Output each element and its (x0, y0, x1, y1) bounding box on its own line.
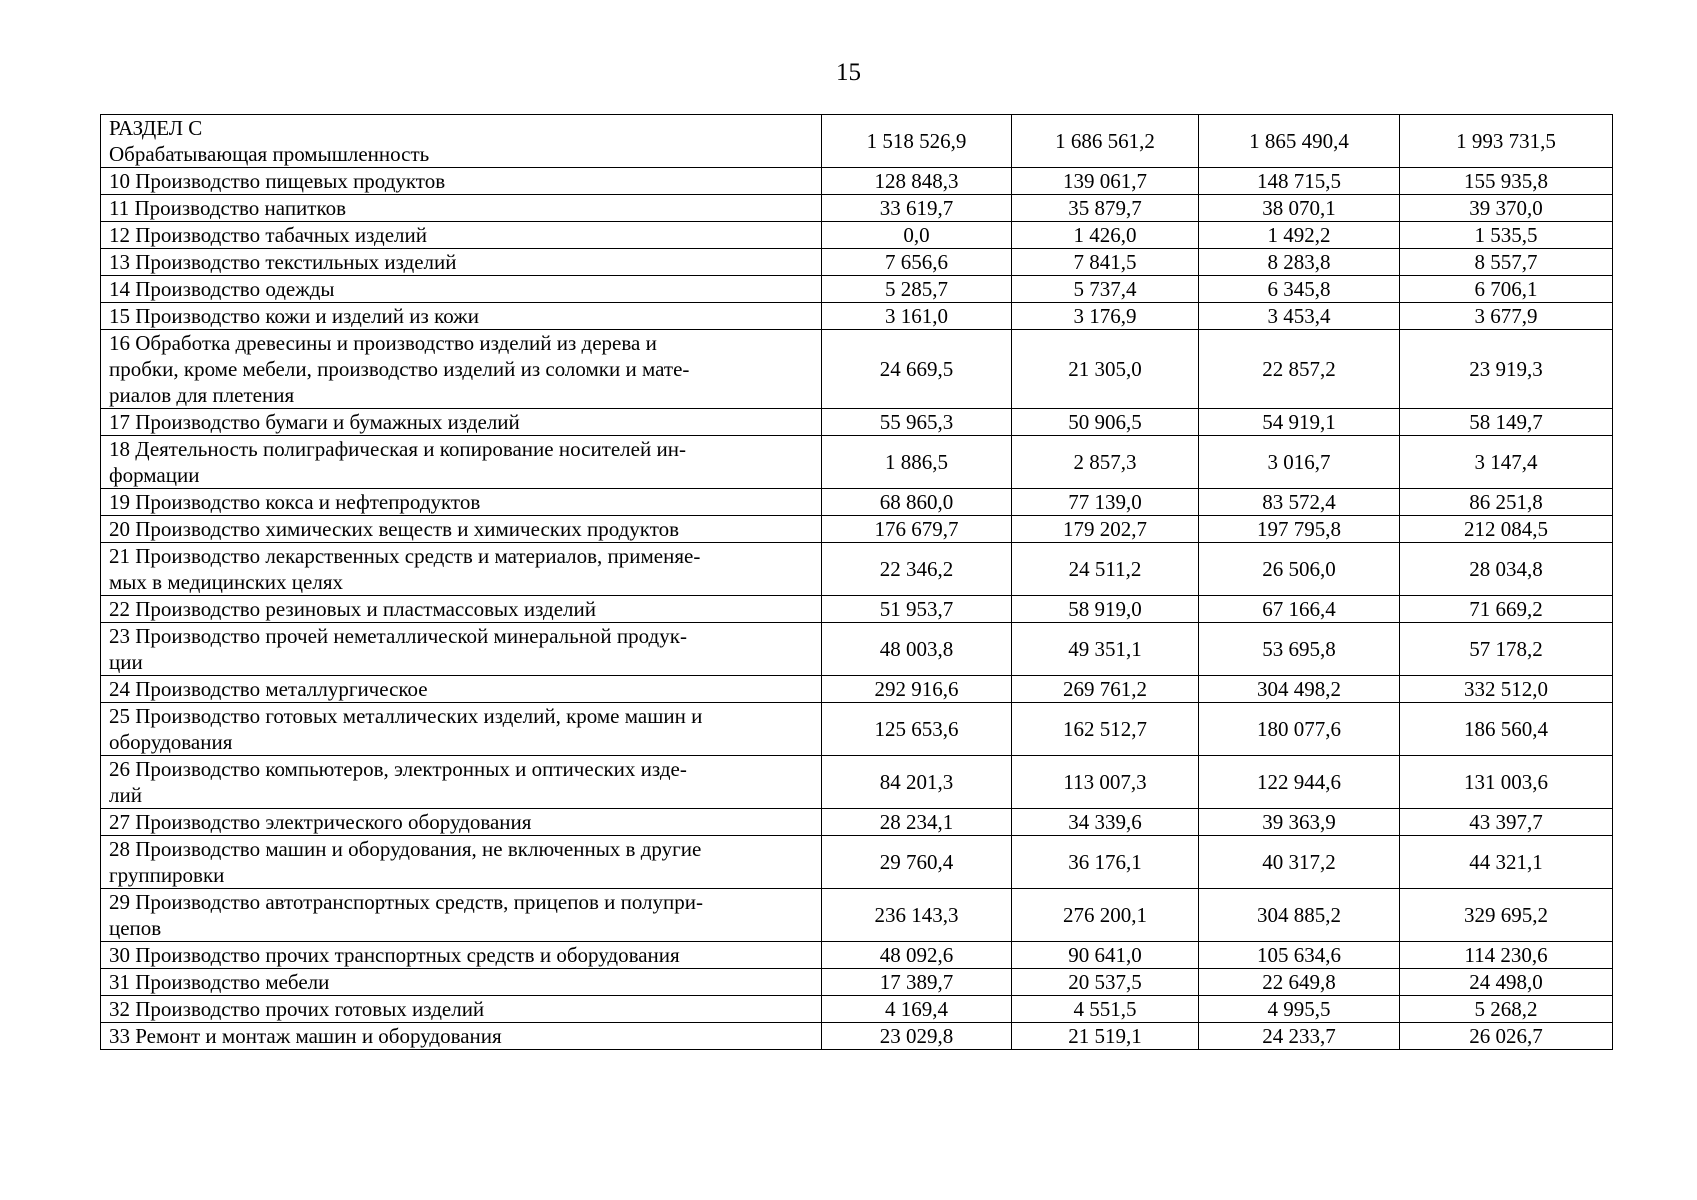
industry-name-line: мых в медицинских целях (109, 570, 343, 594)
value-cell: 114 230,6 (1400, 942, 1613, 969)
value-cell: 90 641,0 (1012, 942, 1199, 969)
industry-name-line: 28 Производство машин и оборудования, не включенных в другие (109, 837, 702, 861)
value-cell: 332 512,0 (1400, 676, 1613, 703)
value-cell: 276 200,1 (1012, 889, 1199, 942)
table-row (101, 115, 1613, 168)
table-row (101, 249, 1613, 276)
industry-name-line: 32 Производство прочих готовых изделий (109, 997, 485, 1021)
value-cell: 67 166,4 (1199, 596, 1400, 623)
value-cell: 49 351,1 (1012, 623, 1199, 676)
industry-name-cell (101, 249, 822, 276)
value-cell: 1 686 561,2 (1012, 115, 1199, 168)
industry-name-cell (101, 889, 822, 942)
industry-name-cell (101, 276, 822, 303)
value-cell: 155 935,8 (1400, 168, 1613, 195)
value-cell: 3 161,0 (822, 303, 1012, 330)
industry-name-line: 24 Производство металлургическое (109, 677, 428, 701)
table-row (101, 969, 1613, 996)
value-cell: 3 016,7 (1199, 436, 1400, 489)
table-row (101, 836, 1613, 889)
value-cell: 83 572,4 (1199, 489, 1400, 516)
industry-name-line: 19 Производство кокса и нефтепродуктов (109, 490, 481, 514)
value-cell: 113 007,3 (1012, 756, 1199, 809)
industry-name-cell (101, 942, 822, 969)
value-cell: 125 653,6 (822, 703, 1012, 756)
industry-name-line: 22 Производство резиновых и пластмассовых изделий (109, 597, 596, 621)
value-cell: 20 537,5 (1012, 969, 1199, 996)
industry-name-line: 20 Производство химических веществ и химических продуктов (109, 517, 680, 541)
value-cell: 24 233,7 (1199, 1023, 1400, 1050)
industry-name-line: 10 Производство пищевых продуктов (109, 169, 446, 193)
value-cell: 38 070,1 (1199, 195, 1400, 222)
table-row (101, 676, 1613, 703)
value-cell: 131 003,6 (1400, 756, 1613, 809)
value-cell: 22 857,2 (1199, 330, 1400, 409)
value-cell: 1 865 490,4 (1199, 115, 1400, 168)
industry-name-line: 13 Производство текстильных изделий (109, 250, 457, 274)
industry-name-cell (101, 996, 822, 1023)
industry-name-line: пробки, кроме мебели, производство изделий из соломки и мате- (109, 357, 690, 381)
value-cell: 24 669,5 (822, 330, 1012, 409)
value-cell: 50 906,5 (1012, 409, 1199, 436)
industry-name-cell (101, 516, 822, 543)
industry-name-cell (101, 543, 822, 596)
value-cell: 3 147,4 (1400, 436, 1613, 489)
value-cell: 5 285,7 (822, 276, 1012, 303)
industry-production-table (100, 114, 1613, 1050)
industry-name-line: 16 Обработка древесины и производство изделий из дерева и (109, 331, 657, 355)
table-row (101, 168, 1613, 195)
table-row (101, 330, 1613, 409)
industry-name-line: 15 Производство кожи и изделий из кожи (109, 304, 479, 328)
industry-name-cell (101, 623, 822, 676)
value-cell: 57 178,2 (1400, 623, 1613, 676)
table-row (101, 195, 1613, 222)
industry-name-line: 14 Производство одежды (109, 277, 335, 301)
industry-name-line: 12 Производство табачных изделий (109, 223, 428, 247)
industry-name-cell (101, 436, 822, 489)
value-cell: 36 176,1 (1012, 836, 1199, 889)
value-cell: 212 084,5 (1400, 516, 1613, 543)
value-cell: 21 305,0 (1012, 330, 1199, 409)
value-cell: 329 695,2 (1400, 889, 1613, 942)
table-row (101, 1023, 1613, 1050)
industry-name-cell (101, 330, 822, 409)
industry-name-line: РАЗДЕЛ С (109, 116, 203, 140)
industry-name-line: 27 Производство электрического оборудования (109, 810, 532, 834)
value-cell: 39 363,9 (1199, 809, 1400, 836)
value-cell: 148 715,5 (1199, 168, 1400, 195)
table-row (101, 516, 1613, 543)
value-cell: 292 916,6 (822, 676, 1012, 703)
industry-name-line: 33 Ремонт и монтаж машин и оборудования (109, 1024, 502, 1048)
industry-name-cell (101, 676, 822, 703)
value-cell: 23 029,8 (822, 1023, 1012, 1050)
industry-name-line: ции (109, 650, 143, 674)
value-cell: 5 268,2 (1400, 996, 1613, 1023)
table-row (101, 996, 1613, 1023)
value-cell: 77 139,0 (1012, 489, 1199, 516)
value-cell: 8 557,7 (1400, 249, 1613, 276)
industry-name-line: лий (109, 783, 142, 807)
industry-name-line: Обрабатывающая промышленность (109, 142, 430, 166)
value-cell: 180 077,6 (1199, 703, 1400, 756)
value-cell: 7 656,6 (822, 249, 1012, 276)
industry-name-line: 25 Производство готовых металлических изделий, кроме машин и (109, 704, 703, 728)
value-cell: 1 492,2 (1199, 222, 1400, 249)
industry-name-line: оборудования (109, 730, 233, 754)
table-row (101, 276, 1613, 303)
value-cell: 269 761,2 (1012, 676, 1199, 703)
value-cell: 1 993 731,5 (1400, 115, 1613, 168)
value-cell: 139 061,7 (1012, 168, 1199, 195)
value-cell: 0,0 (822, 222, 1012, 249)
page-number: 15 (836, 59, 861, 86)
table-row (101, 942, 1613, 969)
value-cell: 58 149,7 (1400, 409, 1613, 436)
industry-name-line: 17 Производство бумаги и бумажных изделий (109, 410, 520, 434)
value-cell: 2 857,3 (1012, 436, 1199, 489)
value-cell: 40 317,2 (1199, 836, 1400, 889)
value-cell: 1 535,5 (1400, 222, 1613, 249)
value-cell: 54 919,1 (1199, 409, 1400, 436)
value-cell: 122 944,6 (1199, 756, 1400, 809)
industry-name-cell (101, 489, 822, 516)
value-cell: 48 092,6 (822, 942, 1012, 969)
value-cell: 1 426,0 (1012, 222, 1199, 249)
value-cell: 26 506,0 (1199, 543, 1400, 596)
value-cell: 68 860,0 (822, 489, 1012, 516)
value-cell: 176 679,7 (822, 516, 1012, 543)
value-cell: 105 634,6 (1199, 942, 1400, 969)
table-row (101, 809, 1613, 836)
value-cell: 5 737,4 (1012, 276, 1199, 303)
industry-name-line: 18 Деятельность полиграфическая и копирование носителей ин- (109, 437, 686, 461)
table-row (101, 756, 1613, 809)
table-row (101, 409, 1613, 436)
value-cell: 22 346,2 (822, 543, 1012, 596)
industry-name-line: 21 Производство лекарственных средств и материалов, применяе- (109, 544, 701, 568)
industry-name-line: риалов для плетения (109, 383, 295, 407)
value-cell: 35 879,7 (1012, 195, 1199, 222)
value-cell: 6 345,8 (1199, 276, 1400, 303)
table-row (101, 436, 1613, 489)
value-cell: 58 919,0 (1012, 596, 1199, 623)
industry-name-line: 11 Производство напитков (109, 196, 347, 220)
table-row (101, 596, 1613, 623)
value-cell: 44 321,1 (1400, 836, 1613, 889)
value-cell: 4 995,5 (1199, 996, 1400, 1023)
value-cell: 55 965,3 (822, 409, 1012, 436)
value-cell: 197 795,8 (1199, 516, 1400, 543)
industry-name-cell (101, 756, 822, 809)
value-cell: 8 283,8 (1199, 249, 1400, 276)
value-cell: 24 498,0 (1400, 969, 1613, 996)
value-cell: 162 512,7 (1012, 703, 1199, 756)
industry-name-line: 29 Производство автотранспортных средств, прицепов и полупри- (109, 890, 704, 914)
value-cell: 6 706,1 (1400, 276, 1613, 303)
value-cell: 26 026,7 (1400, 1023, 1613, 1050)
industry-name-line: цепов (109, 916, 162, 940)
value-cell: 33 619,7 (822, 195, 1012, 222)
industry-name-cell (101, 836, 822, 889)
value-cell: 17 389,7 (822, 969, 1012, 996)
industry-name-line: 30 Производство прочих транспортных средств и оборудования (109, 943, 680, 967)
industry-name-cell (101, 703, 822, 756)
value-cell: 4 169,4 (822, 996, 1012, 1023)
value-cell: 4 551,5 (1012, 996, 1199, 1023)
value-cell: 48 003,8 (822, 623, 1012, 676)
table-row (101, 889, 1613, 942)
industry-name-cell (101, 168, 822, 195)
table-row (101, 703, 1613, 756)
table-row (101, 543, 1613, 596)
value-cell: 186 560,4 (1400, 703, 1613, 756)
table-row (101, 489, 1613, 516)
industry-name-line: группировки (109, 863, 225, 887)
value-cell: 24 511,2 (1012, 543, 1199, 596)
value-cell: 29 760,4 (822, 836, 1012, 889)
value-cell: 1 886,5 (822, 436, 1012, 489)
value-cell: 53 695,8 (1199, 623, 1400, 676)
industry-name-line: формации (109, 463, 200, 487)
industry-name-line: 31 Производство мебели (109, 970, 330, 994)
industry-name-cell (101, 596, 822, 623)
value-cell: 51 953,7 (822, 596, 1012, 623)
industry-name-cell (101, 1023, 822, 1050)
industry-name-line: 23 Производство прочей неметаллической минеральной продук- (109, 624, 687, 648)
table-body (101, 115, 1613, 1050)
value-cell: 3 453,4 (1199, 303, 1400, 330)
industry-name-cell (101, 303, 822, 330)
value-cell: 22 649,8 (1199, 969, 1400, 996)
value-cell: 7 841,5 (1012, 249, 1199, 276)
value-cell: 86 251,8 (1400, 489, 1613, 516)
table-row (101, 222, 1613, 249)
value-cell: 28 234,1 (822, 809, 1012, 836)
industry-name-cell (101, 409, 822, 436)
value-cell: 236 143,3 (822, 889, 1012, 942)
industry-name-cell (101, 222, 822, 249)
value-cell: 71 669,2 (1400, 596, 1613, 623)
industry-name-line: 26 Производство компьютеров, электронных и оптических изде- (109, 757, 687, 781)
table-row (101, 303, 1613, 330)
value-cell: 179 202,7 (1012, 516, 1199, 543)
value-cell: 84 201,3 (822, 756, 1012, 809)
industry-name-cell (101, 969, 822, 996)
value-cell: 43 397,7 (1400, 809, 1613, 836)
value-cell: 3 677,9 (1400, 303, 1613, 330)
table-row (101, 623, 1613, 676)
industry-name-cell (101, 195, 822, 222)
value-cell: 21 519,1 (1012, 1023, 1199, 1050)
value-cell: 34 339,6 (1012, 809, 1199, 836)
value-cell: 3 176,9 (1012, 303, 1199, 330)
value-cell: 23 919,3 (1400, 330, 1613, 409)
industry-name-cell (101, 115, 822, 168)
industry-name-cell (101, 809, 822, 836)
value-cell: 1 518 526,9 (822, 115, 1012, 168)
value-cell: 304 498,2 (1199, 676, 1400, 703)
value-cell: 128 848,3 (822, 168, 1012, 195)
value-cell: 28 034,8 (1400, 543, 1613, 596)
value-cell: 39 370,0 (1400, 195, 1613, 222)
value-cell: 304 885,2 (1199, 889, 1400, 942)
